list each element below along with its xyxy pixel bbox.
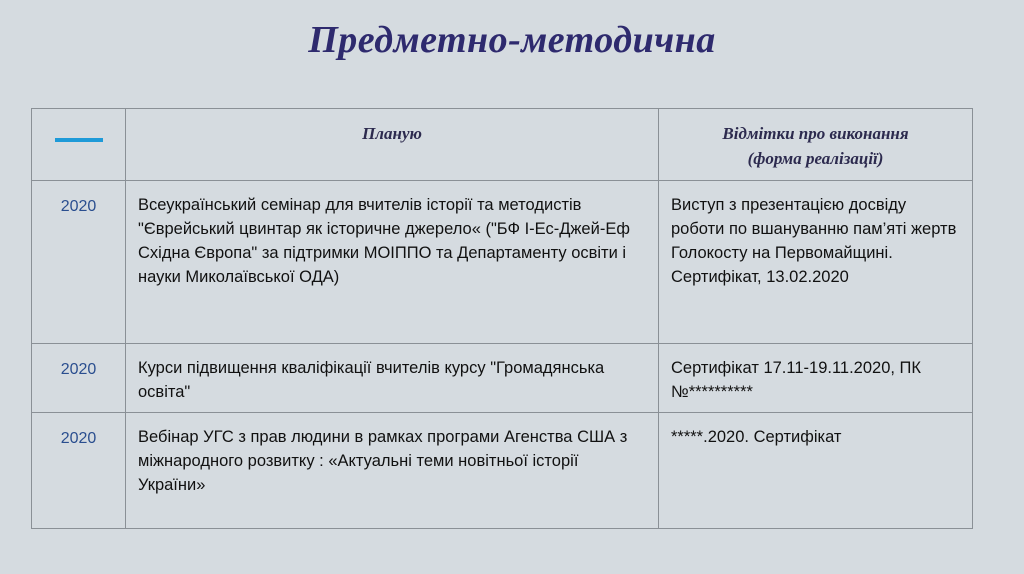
table-row [32, 413, 973, 529]
header-plan-label: Планую [362, 124, 422, 143]
page-title: Предметно-методична [308, 19, 716, 61]
header-notes-cell [659, 109, 973, 181]
year-value: 2020 [60, 198, 97, 215]
plan-cell [126, 413, 659, 529]
header-notes-line2: (форма реалізації) [747, 149, 884, 168]
plan-cell [126, 181, 659, 344]
header-notes-line1: Відмітки про виконання [722, 124, 909, 143]
notes-cell [659, 413, 973, 529]
year-cell [32, 413, 126, 529]
header-year-cell [32, 109, 126, 181]
plan-text: Курси підвищення кваліфікації вчителів курсу "Громадянська освіта" [138, 359, 605, 401]
notes-text: Сертифікат 17.11-19.11.2020, ПК №********** [671, 359, 922, 401]
year-cell [32, 181, 126, 344]
plan-text: Вебінар УГС з прав людини в рамках програми Агенства США з міжнародного розвитку : «Актуальні теми новітньої історії України» [138, 428, 628, 494]
plan-text: Всеукраїнський семінар для вчителів історії та методистів "Єврейський цвинтар як історичне джерело« ("БФ І-Ес-Джей-Еф Східна Європа" за підтримки МОІППО та Департаменту освіти і науки Миколаївської ОДА) [138, 196, 630, 286]
plan-cell [126, 344, 659, 413]
table-row [32, 344, 973, 413]
notes-text: Виступ з презентацією досвіду роботи по вшануванню пам’яті жертв Голокосту на Первомайщині. Сертифікат, 13.02.2020 [671, 196, 957, 286]
year-value: 2020 [60, 361, 97, 378]
table-header-row [32, 109, 973, 181]
header-notes-label [659, 109, 972, 171]
notes-text: *****.2020. Сертифікат [671, 428, 842, 446]
dash-icon [55, 138, 103, 142]
year-cell [32, 344, 126, 413]
notes-cell [659, 181, 973, 344]
header-plan-cell [126, 109, 659, 181]
plan-table [31, 108, 973, 529]
notes-cell [659, 344, 973, 413]
year-value: 2020 [60, 430, 97, 447]
table-row [32, 181, 973, 344]
